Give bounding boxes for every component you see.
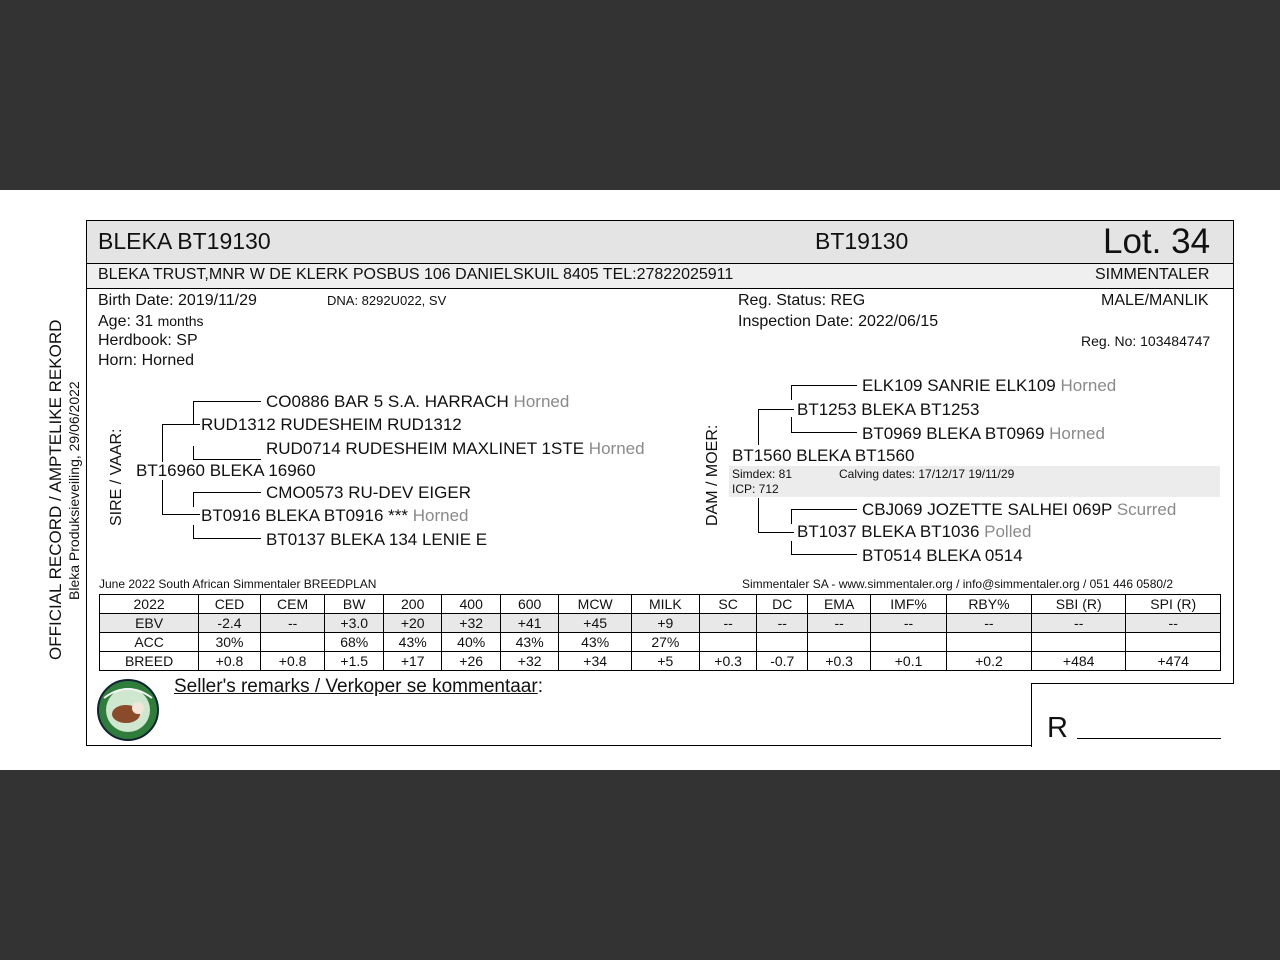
dam-sire-dam: BT0969 BLEKA BT0969 (862, 424, 1045, 443)
table-cell (260, 633, 325, 652)
col-sc: SC (699, 595, 757, 614)
table-cell: EBV (100, 614, 199, 633)
table-cell: +26 (442, 652, 500, 671)
dam-dam-horn: Polled (984, 522, 1032, 541)
table-cell: +34 (559, 652, 632, 671)
table-cell: 30% (199, 633, 261, 652)
sire-sire: CO0886 BAR 5 S.A. HARRACH (266, 392, 509, 411)
table-cell: -- (871, 614, 947, 633)
table-cell: +5 (631, 652, 699, 671)
table-cell: ACC (100, 633, 199, 652)
table-cell: -- (1126, 614, 1221, 633)
table-cell: +3.0 (325, 614, 383, 633)
horn-status: Horn: Horned (98, 352, 195, 369)
dam-dam-dam: BT0514 BLEKA 0514 (862, 546, 1023, 565)
table-cell: +0.3 (699, 652, 757, 671)
table-cell: 40% (442, 633, 500, 652)
simdex: Simdex: 81 (732, 467, 793, 481)
sire-sire-name: RUD1312 RUDESHEIM RUD1312 (201, 415, 462, 434)
col-rby: RBY% (946, 595, 1031, 614)
sire-dam-sire: CMO0573 RU-DEV EIGER (266, 483, 471, 502)
dam-animal: BT1560 BLEKA BT1560 (732, 446, 915, 465)
dam-dam: BT1037 BLEKA BT1036 (797, 522, 980, 541)
table-cell: -2.4 (199, 614, 261, 633)
table-cell (757, 633, 808, 652)
official-record-label: OFFICIAL RECORD / AMPTELIKE REKORD (46, 319, 65, 660)
sire-sire-horn: Horned (513, 392, 570, 411)
animal-id: BT19130 (815, 228, 909, 254)
table-cell (871, 633, 947, 652)
sire-label: SIRE / VAAR: (108, 428, 125, 526)
price-prefix: R (1047, 712, 1068, 744)
col-400: 400 (442, 595, 500, 614)
sire-animal: BT16960 BLEKA 16960 (136, 461, 316, 480)
table-cell: +0.1 (871, 652, 947, 671)
table-cell (946, 633, 1031, 652)
reg-number: Reg. No: 103484747 (1081, 333, 1211, 349)
table-cell (699, 633, 757, 652)
table-cell: 43% (559, 633, 632, 652)
herdbook: Herdbook: SP (98, 332, 198, 349)
sale-label: Bleka Produksieveiling, 29/06/2022 (66, 381, 82, 600)
dam-sire: BT1253 BLEKA BT1253 (797, 400, 980, 419)
table-cell (808, 633, 871, 652)
table-cell: +0.8 (260, 652, 325, 671)
breedplan-label: June 2022 South African Simmentaler BREEDPLAN (99, 577, 377, 591)
table-cell: +0.3 (808, 652, 871, 671)
sire-dam-line-horn: Horned (588, 439, 645, 458)
sire-dam: BT0916 BLEKA BT0916 *** (201, 506, 408, 525)
table-cell: 27% (631, 633, 699, 652)
icp: ICP: 712 (732, 482, 779, 496)
col-cem: CEM (260, 595, 325, 614)
col-ced: CED (199, 595, 261, 614)
table-row (100, 614, 1221, 633)
dam-dam-sire: CBJ069 JOZETTE SALHEI 069P (862, 500, 1113, 519)
sire-dam-dam: BT0137 BLEKA 134 LENIE E (266, 530, 488, 549)
table-cell: -- (757, 614, 808, 633)
calving-dates: Calving dates: 17/12/17 19/11/29 (839, 467, 1015, 481)
birth-date: Birth Date: 2019/11/29 (98, 292, 257, 309)
table-cell: +41 (500, 614, 558, 633)
table-cell: +20 (383, 614, 441, 633)
table-cell: +484 (1031, 652, 1125, 671)
col-ema: EMA (808, 595, 871, 614)
table-cell: -- (260, 614, 325, 633)
table-cell: -- (946, 614, 1031, 633)
age-label: Age: 31 (98, 313, 154, 330)
table-cell: 43% (500, 633, 558, 652)
table-cell: +0.2 (946, 652, 1031, 671)
table-row (100, 652, 1221, 671)
col-200: 200 (383, 595, 441, 614)
col-spi: SPI (R) (1126, 595, 1221, 614)
sire-dam-line: RUD0714 RUDESHEIM MAXLINET 1STE (266, 439, 585, 458)
owner-info: BLEKA TRUST,MNR W DE KLERK POSBUS 106 DANIELSKUIL 8405 TEL:27822025911 (98, 266, 734, 283)
contact-info: Simmentaler SA - www.simmentaler.org / info@simmentaler.org / 051 446 0580/2 (742, 577, 1174, 591)
age-unit: months (157, 313, 204, 329)
dam-sire-sire-horn: Horned (1060, 376, 1117, 395)
col-600: 600 (500, 595, 558, 614)
dam-dam-sire-horn: Scurred (1116, 500, 1177, 519)
table-cell: -0.7 (757, 652, 808, 671)
table-cell: +32 (442, 614, 500, 633)
col-year: 2022 (100, 595, 199, 614)
animal-name: BLEKA BT19130 (98, 228, 271, 254)
table-cell: -- (808, 614, 871, 633)
remarks-colon: : (537, 676, 543, 697)
table-cell: -- (1031, 614, 1125, 633)
simmentaler-logo-icon (96, 678, 160, 742)
breed-name: SIMMENTALER (1095, 266, 1210, 283)
dam-sire-dam-horn: Horned (1049, 424, 1105, 443)
table-cell: +0.8 (199, 652, 261, 671)
ebv-table (99, 594, 1221, 671)
col-bw: BW (325, 595, 383, 614)
col-sbi: SBI (R) (1031, 595, 1125, 614)
remarks-label: Seller's remarks / Verkoper se kommentaar (174, 676, 538, 697)
table-cell: +32 (500, 652, 558, 671)
table-cell: +45 (559, 614, 632, 633)
col-mcw: MCW (559, 595, 632, 614)
dam-label: DAM / MOER: (704, 424, 721, 526)
lot-number: Lot. 34 (1103, 222, 1211, 261)
ebv-header-row (100, 595, 1221, 614)
col-dc: DC (757, 595, 808, 614)
col-imf: IMF% (871, 595, 947, 614)
reg-status: Reg. Status: REG (738, 292, 866, 309)
table-cell: -- (699, 614, 757, 633)
table-cell: 68% (325, 633, 383, 652)
inspection-date: Inspection Date: 2022/06/15 (738, 313, 939, 330)
table-cell: +474 (1126, 652, 1221, 671)
table-cell: 43% (383, 633, 441, 652)
sex: MALE/MANLIK (1101, 292, 1209, 309)
table-row (100, 633, 1221, 652)
dna-info: DNA: 8292U022, SV (327, 293, 447, 308)
table-cell (1126, 633, 1221, 652)
table-cell: +9 (631, 614, 699, 633)
price-line[interactable] (1077, 738, 1221, 739)
table-cell (1031, 633, 1125, 652)
table-cell: +17 (383, 652, 441, 671)
table-cell: BREED (100, 652, 199, 671)
col-milk: MILK (631, 595, 699, 614)
sire-dam-horn: Horned (412, 506, 469, 525)
dam-sire-sire: ELK109 SANRIE ELK109 (862, 376, 1056, 395)
table-cell: +1.5 (325, 652, 383, 671)
